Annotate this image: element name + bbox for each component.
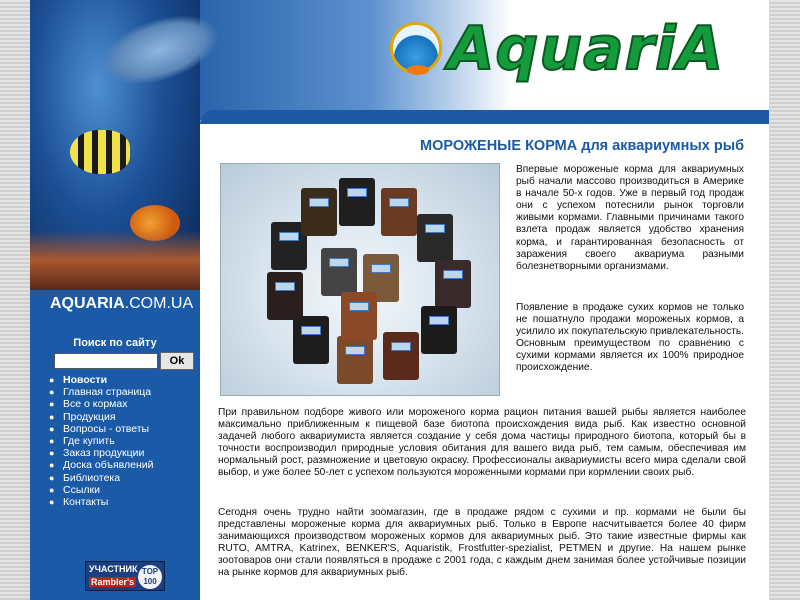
bullet-icon: ● <box>49 460 55 471</box>
counter-top100: TOP 100 <box>138 565 162 589</box>
menu-item-label: Продукция <box>63 410 116 423</box>
bullet-icon: ● <box>49 399 55 410</box>
menu-item-order[interactable] <box>49 447 199 459</box>
menu-item-label: Вопросы - ответы <box>63 422 150 435</box>
menu-item-label: Все о кормах <box>63 398 128 411</box>
site-name-bold: AQUARIA <box>50 295 125 312</box>
food-pack <box>301 188 337 236</box>
coral-image <box>30 230 200 290</box>
page-title: МОРОЖЕНЫЕ КОРМА для аквариумных рыб <box>420 138 745 154</box>
menu-item-where-to-buy[interactable] <box>49 435 199 447</box>
site-name-rest: .COM.UA <box>124 295 194 312</box>
menu-item-board[interactable] <box>49 459 199 471</box>
fishbowl-icon <box>390 22 442 74</box>
food-pack <box>383 332 419 380</box>
right-page-strip <box>770 0 800 600</box>
menu-item-news[interactable] <box>49 374 199 386</box>
frozen-food-photo <box>220 163 500 396</box>
food-pack <box>337 336 373 384</box>
bullet-icon: ● <box>49 472 55 483</box>
search-input[interactable] <box>54 353 158 369</box>
left-page-strip <box>0 0 30 600</box>
main-content <box>200 124 769 600</box>
bullet-icon: ● <box>49 448 55 459</box>
menu-item-about-food[interactable] <box>49 398 199 410</box>
menu-item-label: Главная страница <box>63 386 152 399</box>
menu-item-faq[interactable] <box>49 423 199 435</box>
counter-line1: УЧАСТНИК <box>89 564 138 574</box>
menu-item-label: Библиотека <box>63 471 121 484</box>
food-pack <box>293 316 329 364</box>
menu-item-library[interactable] <box>49 472 199 484</box>
menu-item-label: Где купить <box>63 435 115 448</box>
food-pack <box>341 292 377 340</box>
bullet-icon: ● <box>49 436 55 447</box>
bullet-icon: ● <box>49 387 55 398</box>
search-title: Поиск по сайту <box>73 337 157 349</box>
menu-item-label: Доска объявлений <box>63 459 154 472</box>
food-pack <box>339 178 375 226</box>
site-name <box>30 290 200 320</box>
striped-fish-image <box>70 130 130 174</box>
logo-text: AquariA <box>448 14 725 84</box>
intro-paragraph: Впервые мороженые корма для аквариумных рыб начали массово производиться в Америке в начале 50-х годов. Уже в первый год продаж они с успехом потеснили рынок торговли живыми кормами. Главными причинами такого взлета продаж является удобство хранения корма, и гарантированная безопасность от заражения своего аквариума разными болезнетворными организмами. <box>516 164 744 272</box>
bullet-icon: ● <box>49 484 55 495</box>
menu-item-label: Контакты <box>63 495 109 508</box>
menu-item-links[interactable] <box>49 484 199 496</box>
food-pack <box>321 248 357 296</box>
bullet-icon: ● <box>49 423 55 434</box>
search-button[interactable]: Ok <box>160 352 194 370</box>
bullet-icon: ● <box>49 496 55 507</box>
bullet-icon: ● <box>49 411 55 422</box>
food-pack <box>421 306 457 354</box>
site-logo[interactable] <box>390 10 760 100</box>
goldfish-icon <box>407 65 429 75</box>
counter-line2: Rambler's <box>91 577 135 587</box>
content-top-bar <box>200 110 769 124</box>
sidebar-menu <box>49 374 199 508</box>
menu-item-home[interactable] <box>49 386 199 398</box>
menu-item-label: Заказ продукции <box>63 447 145 460</box>
menu-item-label: Ссылки <box>63 483 100 496</box>
market-paragraph: Сегодня очень трудно найти зоомагазин, где в продаже рядом с сухими и пр. кормами не были бы представлены мороженые корма для аквариумных рыб. Только в Европе насчитывается более 40 фирм занимающихся производством мороженых кормов для аквариумных рыб. Это такие известные фирмы как RUTO, AMTRA, Katrinex, BENKER'S, Aquaristik, Frostfutter-spezialist, PETMEN и другие. На нашем рынке зоотоваров они стали появляться в продаже с 2001 года, с каждым днем занимая более устойчивые позиции на рынке кормов для аквариумных рыб. <box>218 507 746 579</box>
diet-paragraph: При правильном подборе живого или мороженого корма рацион питания вашей рыбы является наиболее максимально приближенным к пищевой базе биотопа происхождения вида рыб. Как известно основной задачей любого аквариумиста является создание у себя дома частицы природного биотопа, который бы в точности воспроизводил природные условия обитания для вашего вида рыб, тем самым, обеспечивая им нормальный рост, размножение и цветовую окраску. Профессионалы аквариумисты всего мира сделали свой выбор, и уже более 50-лет с успехом пользуются мороженными кормами при кормлении своих рыб. <box>218 407 746 479</box>
menu-item-contacts[interactable] <box>49 496 199 508</box>
menu-item-products[interactable] <box>49 411 199 423</box>
bullet-icon: ● <box>49 375 55 386</box>
food-pack <box>435 260 471 308</box>
rambler-counter-badge[interactable] <box>85 561 165 591</box>
menu-item-label: Новости <box>63 374 108 387</box>
dry-food-paragraph: Появление в продаже сухих кормов не только не пошатнуло продажи мороженых кормов, а усилило их покупательскую привлекательность. Основным преимуществом по сравнению с сухими кормами является их 100% природное происхождение. <box>516 302 744 374</box>
underwater-banner-image <box>30 0 200 290</box>
food-pack <box>417 214 453 262</box>
page <box>30 0 769 600</box>
food-pack <box>381 188 417 236</box>
food-pack <box>267 272 303 320</box>
